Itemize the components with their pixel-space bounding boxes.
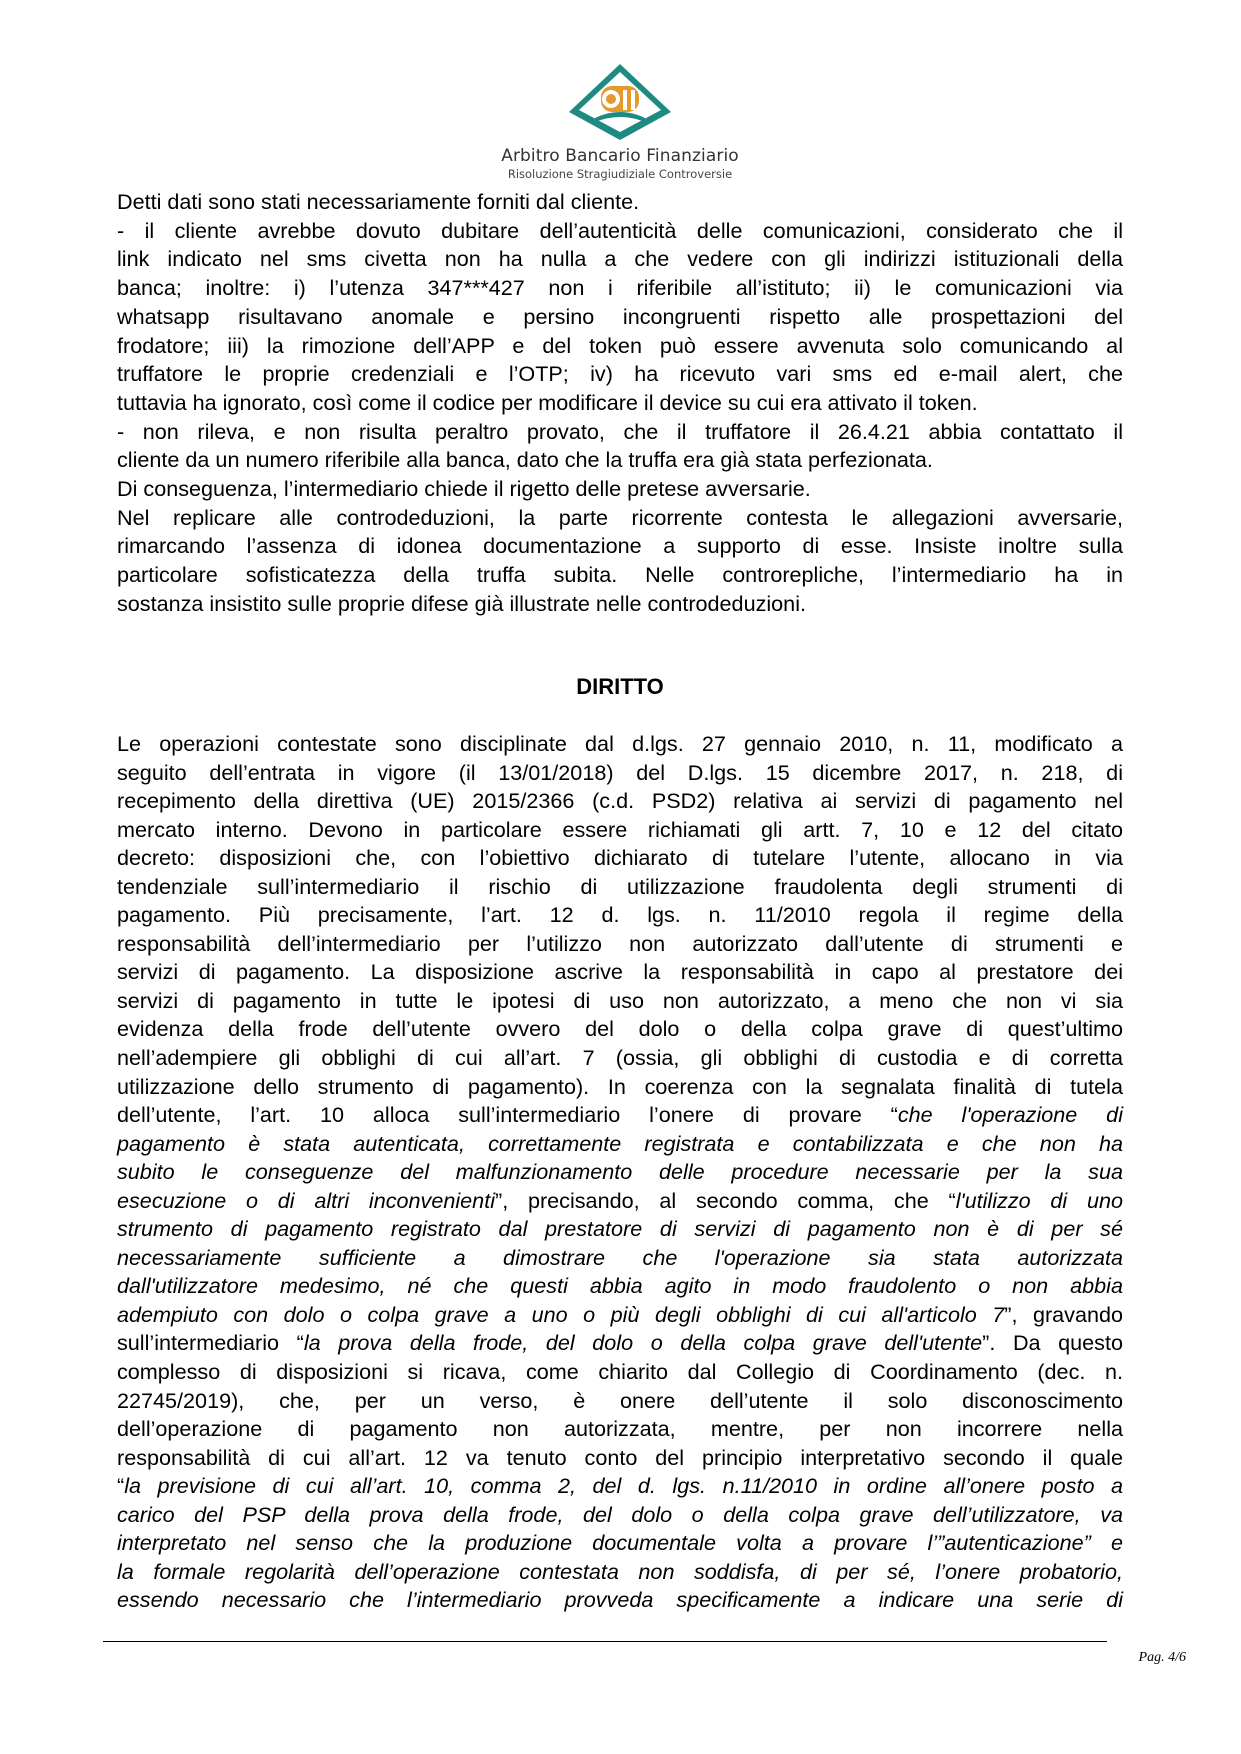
quote-run: interpretato nel senso che la produzione documentale volta a provare l’”autenticazione” e (117, 1530, 1123, 1556)
section-facts (117, 188, 1123, 619)
paragraph-line (117, 1558, 1123, 1587)
paragraph-line: seguito dell’entrata in vigore (il 13/01/2018) del D.lgs. 15 dicembre 2017, n. 218, di (117, 759, 1123, 785)
quote-run: strumento di pagamento registrato dal prestatore di servizi di pagamento non è di per sé (117, 1216, 1123, 1242)
paragraph-line: pagamento. Più precisamente, l’art. 12 d. lgs. n. 11/2010 regola il regime della (117, 902, 1123, 928)
section-heading: DIRITTO (576, 674, 664, 699)
paragraph-line: recepimento della direttiva (UE) 2015/2366 (c.d. PSD2) relativa ai servizi di pagamento nel (117, 788, 1123, 814)
paragraph-line: 22745/2019), che, per un verso, è onere dell’utente il solo disconoscimento (117, 1387, 1123, 1413)
paragraph-line: tuttavia ha ignorato, così come il codice per modificare il device su cui era attivato il token. (117, 389, 978, 415)
page-number: Pag. 4/6 (1138, 1650, 1186, 1665)
quote-run: pagamento è stata autenticata, correttamente registrata e contabilizzata e che non ha (117, 1130, 1123, 1156)
quote-run: che l'operazione di (897, 1102, 1123, 1128)
quote-run: dall'utilizzatore medesimo, né che questi abbia agito in modo fraudolento o non abbia (117, 1273, 1123, 1299)
paragraph-line: complesso di disposizioni si ricava, come chiarito dal Collegio di Coordinamento (dec. n. (117, 1359, 1123, 1385)
paragraph-line: whatsapp risultavano anomale e persino incongruenti rispetto alle prospettazioni del (117, 303, 1123, 329)
paragraph-line (117, 1244, 1123, 1273)
quote-run: essendo necessario che l’intermediario provveda specificamente a indicare una serie di (117, 1587, 1123, 1613)
paragraph-line (117, 1101, 1123, 1130)
paragraph-line: dell’operazione di pagamento non autorizzata, mentre, per non incorrere nella (117, 1416, 1123, 1442)
paragraph-line (117, 1529, 1123, 1558)
paragraph-line: banca; inoltre: i) l’utenza 347***427 non i riferibile all’istituto; ii) le comunicazioni via (117, 275, 1123, 301)
logo-title: Arbitro Bancario Finanziario (501, 146, 739, 166)
quote-run: necessariamente sufficiente a dimostrare che l'operazione sia stata autorizzata (117, 1244, 1123, 1270)
paragraph-line: - il cliente avrebbe dovuto dubitare dell’autenticità delle comunicazioni, considerato che il (117, 217, 1123, 243)
paragraph-line: mercato interno. Devono in particolare essere richiamati gli artt. 7, 10 e 12 del citato (117, 816, 1123, 842)
abf-emblem-icon (565, 62, 675, 142)
paragraph-line (117, 1215, 1123, 1244)
paragraph-line: responsabilità di cui all’art. 12 va tenuto conto del principio interpretativo secondo il quale (117, 1444, 1123, 1470)
paragraph-line: tendenziale sull’intermediario il rischio di utilizzazione fraudolenta degli strumenti di (117, 873, 1123, 899)
paragraph-line: Le operazioni contestate sono disciplinate dal d.lgs. 27 gennaio 2010, n. 11, modificato a (117, 731, 1123, 756)
quote-run: esecuzione o di altri inconvenienti (117, 1187, 495, 1213)
paragraph-line (117, 1501, 1123, 1530)
quote-run: adempiuto con dolo o colpa grave a uno o più degli obblighi di cui all'articolo 7 (117, 1301, 1005, 1327)
paragraph-line (117, 1187, 1123, 1216)
paragraph-line: Nel replicare alle controdeduzioni, la parte ricorrente contesta le allegazioni avversarie, (117, 504, 1123, 530)
text-run: “ (117, 1473, 125, 1499)
text-run: ”. Da questo (982, 1330, 1123, 1356)
paragraph-line: servizi di pagamento. La disposizione ascrive la responsabilità in capo al prestatore dei (117, 959, 1123, 985)
paragraph-line: cliente da un numero riferibile alla banca, dato che la truffa era già stata perfezionata. (117, 447, 933, 473)
abf-logo (500, 62, 740, 182)
paragraph-line: sostanza insistito sulle proprie difese già illustrate nelle controdeduzioni. (117, 590, 806, 616)
paragraph-line: Detti dati sono stati necessariamente forniti dal cliente. (117, 189, 640, 214)
paragraph-line: decreto: disposizioni che, con l’obiettivo dichiarato di tutelare l’utente, allocano in via (117, 845, 1123, 871)
paragraph-line: - non rileva, e non risulta peraltro provato, che il truffatore il 26.4.21 abbia contattato il (117, 418, 1123, 444)
paragraph-line: link indicato nel sms civetta non ha nulla a che vedere con gli indirizzi istituzionali della (117, 246, 1123, 272)
text-run: dell’utente, l’art. 10 alloca sull’intermediario l’onere di provare “ (117, 1102, 898, 1128)
paragraph-line: nell’adempiere gli obblighi di cui all’art. 7 (ossia, gli obblighi di custodia e di corretta (117, 1045, 1123, 1071)
paragraph-line: particolare sofisticatezza della truffa subita. Nelle controrepliche, l’intermediario ha in (117, 562, 1123, 588)
paragraph-line: evidenza della frode dell’utente ovvero del dolo o della colpa grave di quest’ultimo (117, 1016, 1123, 1042)
quote-run: subito le conseguenze del malfunzionamento delle procedure necessarie per la sua (117, 1159, 1123, 1185)
paragraph-line (117, 1329, 1123, 1358)
paragraph-line (117, 1472, 1123, 1501)
text-run: sull’intermediario “ (117, 1330, 304, 1356)
footer-divider (103, 1641, 1107, 1642)
paragraph-line (117, 1130, 1123, 1159)
text-run: ”, gravando (1004, 1301, 1123, 1327)
paragraph-line (117, 1586, 1123, 1615)
quote-run: carico del PSP della prova della frode, del dolo o della colpa grave dell’utilizzatore, va (117, 1501, 1123, 1527)
quote-run: la formale regolarità dell’operazione contestata non soddisfa, di per sé, l’onere probatorio, (117, 1558, 1123, 1584)
paragraph-line: rimarcando l’assenza di idonea documentazione a supporto di esse. Insiste inoltre sulla (117, 533, 1123, 559)
quote-run: la prova della frode, del dolo o della colpa grave dell'utente (303, 1330, 983, 1356)
text-run: ”, precisando, al secondo comma, che “ (495, 1187, 956, 1213)
logo-subtitle: Risoluzione Stragiudiziale Controversie (507, 167, 733, 181)
paragraph-line: responsabilità dell’intermediario per l’utilizzo non autorizzato dall’utente di strumenti e (117, 930, 1123, 956)
paragraph-line: frodatore; iii) la rimozione dell’APP e del token può essere avvenuta solo comunicando al (117, 332, 1123, 358)
quote-run: l'utilizzo di uno (955, 1187, 1124, 1213)
paragraph-line (117, 1301, 1123, 1330)
paragraph-line: utilizzazione dello strumento di pagamento). In coerenza con la segnalata finalità di tutela (117, 1073, 1123, 1099)
paragraph-line: Di conseguenza, l’intermediario chiede il rigetto delle pretese avversarie. (117, 476, 811, 502)
quote-run: la previsione di cui all’art. 10, comma 2, del d. lgs. n.11/2010 in ordine all’onere posto a (124, 1473, 1123, 1499)
paragraph-line (117, 1158, 1123, 1187)
paragraph-line: servizi di pagamento in tutte le ipotesi di uso non autorizzato, a meno che non vi sia (117, 987, 1123, 1013)
section-diritto (117, 730, 1123, 1615)
paragraph-line: truffatore le proprie credenziali e l’OTP; iv) ha ricevuto vari sms ed e-mail alert, che (117, 361, 1123, 387)
paragraph-line (117, 1272, 1123, 1301)
